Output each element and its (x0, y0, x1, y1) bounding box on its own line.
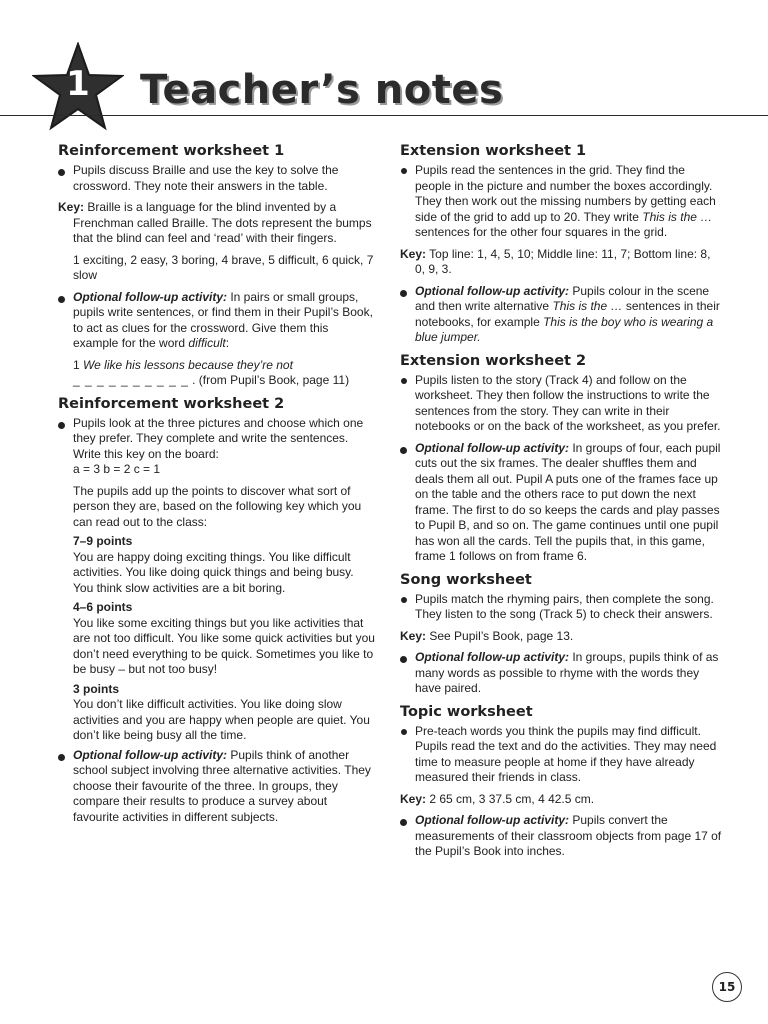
reinforcement-worksheet-2 (58, 395, 376, 826)
optional-activity (58, 748, 376, 826)
bullet-text: Pupils look at the three pictures and choose which one they prefer. They complete and write the sentences. Write this key on the board: (73, 415, 364, 461)
optional-label: Optional follow-up activity: (415, 813, 569, 827)
optional-label: Optional follow-up activity: (415, 650, 569, 664)
bullet-item: Pupils listen to the story (Track 4) and follow on the worksheet. They then follow the instructions to write the sentences from the story. They can write in their notebooks or on the back of the worksheet, as you prefer. (400, 373, 722, 435)
optional-italic: This is the … (552, 299, 623, 313)
key-text: Braille is a language for the blind invented by a Frenchman called Braille. The dots represent the bumps that the blind can feel and ‘read’ with their fingers. (73, 200, 372, 245)
section-heading: Extension worksheet 2 (400, 352, 587, 369)
optional-italic-2: This is the boy who is wearing a blue jumper. (415, 314, 714, 344)
section-heading: Topic worksheet (400, 703, 533, 720)
example-blanks: _ _ _ _ _ _ _ _ _ _ (73, 373, 189, 387)
song-worksheet (400, 571, 722, 697)
bullet-italic: This is the … (642, 209, 713, 224)
header-rule (0, 115, 768, 116)
bullet-item: Pupils match the rhyming pairs, then complete the song. They listen to the song (Track 5) to check their answers. (400, 592, 722, 623)
right-column (400, 142, 722, 866)
optional-activity (400, 441, 722, 565)
key-label: Key: (400, 791, 427, 806)
optional-label: Optional follow-up activity: (73, 289, 227, 304)
topic-worksheet (400, 703, 722, 860)
bullet-item (400, 163, 722, 241)
score-text: You don’t like difficult activities. You like doing slow activities and you are happy when people are quiet. You don’t like being busy all the time. (73, 697, 370, 742)
optional-label: Optional follow-up activity: (73, 747, 227, 762)
bullet-item (58, 416, 376, 478)
optional-text: Pupils colour in the scene and then write alternative (415, 283, 710, 313)
left-column (58, 142, 376, 831)
key-paragraph (400, 629, 722, 645)
bullet-item: Pre-teach words you think the pupils may find difficult. Pupils read the text and do the activities. They may need time to measure people at home if they have already measured their friends in class. (400, 724, 722, 786)
section-heading: Reinforcement worksheet 2 (58, 395, 285, 412)
example-source: . (from Pupil’s Book, page 11) (192, 373, 350, 387)
key-text: 2 65 cm, 3 37.5 cm, 4 42.5 cm. (429, 791, 595, 806)
example-sentence (58, 358, 376, 389)
score-heading: 7–9 points (73, 534, 133, 548)
key-paragraph (400, 247, 722, 278)
key-label: Key: (400, 628, 427, 643)
score-heading: 4–6 points (73, 600, 133, 614)
example-number: 1 (73, 357, 80, 372)
score-heading: 3 points (73, 681, 120, 696)
optional-activity (400, 650, 722, 697)
extension-worksheet-1 (400, 142, 722, 346)
answers: 1 exciting, 2 easy, 3 boring, 4 brave, 5 difficult, 6 quick, 7 slow (73, 252, 374, 282)
optional-text: Pupils convert the measurements of their classroom objects from page 17 of the Pupil’s Book into inches. (415, 813, 722, 858)
unit-number: 1 (66, 64, 90, 104)
key-label: Key: (58, 200, 85, 214)
bullet-text: Pupils read the sentences in the grid. They find the people in the picture and number the boxes accordingly. They then work out the missing numbers by getting each side of the grid to add up to 20. They write (415, 163, 716, 224)
optional-text: In groups, pupils think of as many words as possible to rhyme with the words they have paired. (415, 650, 719, 695)
page-header (0, 0, 768, 130)
key-paragraph (400, 792, 722, 808)
key-label: Key: (400, 246, 427, 261)
optional-label: Optional follow-up activity: (415, 440, 569, 455)
key-paragraph (58, 200, 376, 247)
section-heading: Song worksheet (400, 571, 532, 588)
optional-activity (58, 290, 376, 352)
extension-worksheet-2 (400, 352, 722, 565)
section-heading: Reinforcement worksheet 1 (58, 143, 285, 159)
optional-word: difficult (188, 336, 226, 350)
optional-activity (400, 813, 722, 860)
optional-text: In pairs or small groups, pupils write sentences, or find them in their Pupil’s Book, to act as clues for the crossword. Give them this example for the word (73, 289, 373, 350)
optional-text: In groups of four, each pupil cuts out the six frames. The dealer shuffles them and deals them all out. Pupil A puts one of the frames face up on the table and the others race to put down the next frame. The first to do so keeps the cards and play passes to Pupil B, and so on. The game continues until one pupil has won all the cards. Tell the pupils that, in this game, frame 1 follows on from frame 6. (415, 440, 721, 563)
section-heading: Extension worksheet 1 (400, 143, 587, 159)
key-text: Top line: 1, 4, 5, 10; Middle line: 11, 7; Bottom line: 8, 0, 9, 3. (415, 246, 711, 276)
page-number: 15 (712, 972, 742, 1002)
score-text: You like some exciting things but you like activities that are not too difficult. You like some quick activities but you don’t need everything to be quick. Sometimes you like to be busy – but not too busy! (73, 615, 375, 676)
bullet-item: Pupils discuss Braille and use the key to solve the crossword. They note their answers in the table. (58, 163, 376, 194)
reinforcement-worksheet-1 (58, 142, 376, 389)
page-title: Teacher’s notes (140, 67, 504, 113)
bullet-text-end: sentences for the other four squares in the grid. (415, 225, 668, 239)
example-italic: We like his lessons because they’re not (83, 357, 293, 372)
optional-activity (400, 284, 722, 346)
key-text: See Pupil’s Book, page 13. (429, 628, 574, 643)
optional-label: Optional follow-up activity: (415, 283, 569, 298)
score-text: You are happy doing exciting things. You like difficult activities. You like doing quick things and being busy. You think slow activities are a bit boring. (73, 549, 354, 595)
optional-text-end: : (225, 336, 230, 350)
optional-text-2: sentences in their notebooks, for example (415, 299, 720, 329)
board-key: a = 3 b = 2 c = 1 (73, 462, 161, 476)
paragraph: The pupils add up the points to discover what sort of person they are, based on the following key which you can read out to the class: (73, 483, 362, 529)
optional-text: Pupils think of another school subject involving three alternative activities. They choose their favourite of the three. In groups, they compare their results to produce a survey about favourite activities in different subjects. (73, 747, 371, 824)
